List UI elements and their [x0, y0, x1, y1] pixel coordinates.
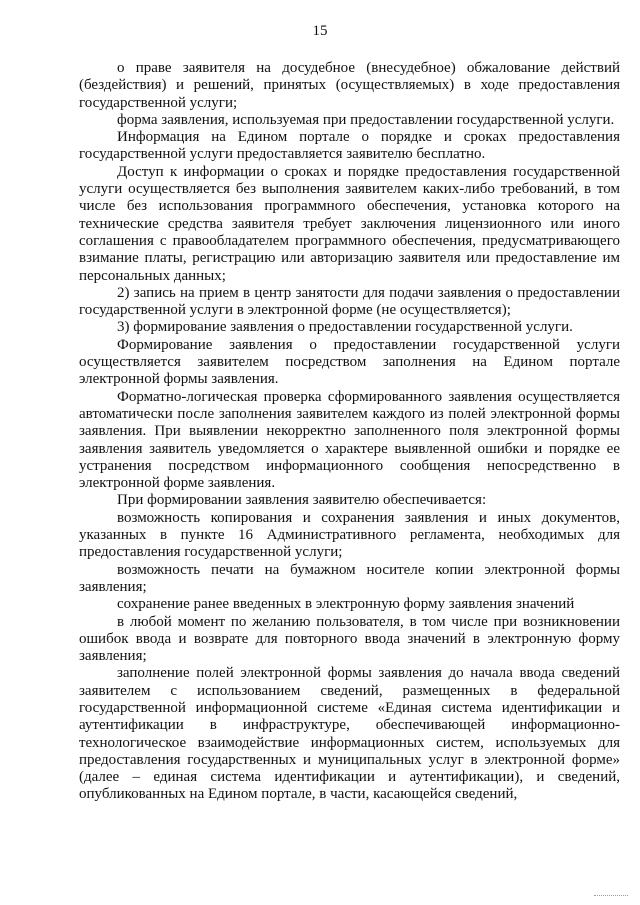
paragraph-access-conditions: Доступ к информации о сроках и порядке предоставления государственной услуги осуществляется без выполнения заявителем каких-либо требований, в том числе без использования программного обеспечения, установка которого на технические средства заявителя требует заключения лицензионного или иного соглашения с правообладателем программного обеспечения, предусматривающего взимание платы, регистрацию или авторизацию заявителя или предоставление им персональных данных; [79, 163, 620, 284]
scan-corner-mark [594, 895, 628, 899]
paragraph-appointment-booking: 2) запись на прием в центр занятости для подачи заявления о предоставлении государственной услуги в электронной форме (не осуществляется); [79, 284, 620, 319]
paragraph-form-creation: Формирование заявления о предоставлении государственной услуги осуществляется заявителем посредством заполнения на Едином портале электронной формы заявления. [79, 336, 620, 388]
paragraph-form-creation-heading: 3) формирование заявления о предоставлении государственной услуги. [117, 319, 573, 336]
paragraph-copy-save: возможность копирования и сохранения заявления и иных документов, указанных в пункте 16 Административного регламента, необходимых для предоставления государственной услуги; [79, 509, 620, 561]
paragraph-appeal-right: о праве заявителя на досудебное (внесудебное) обжалование действий (бездействия) и решений, принятых (осуществляемых) в ходе предоставления государственной услуги; [79, 60, 620, 111]
paragraph-print: возможность печати на бумажном носителе копии электронной формы заявления; [79, 561, 620, 595]
document-body [79, 60, 620, 804]
paragraph-application-form: форма заявления, используемая при предоставлении государственной услуги. [117, 111, 615, 128]
paragraph-format-check: Форматно-логическая проверка сформированного заявления осуществляется автоматически после заполнения заявителем каждого из полей электронной формы заявления. При выявлении некорректно заполненного поля электронной формы заявления заявитель уведомляется о характере выявленной ошибки и порядке ее устранения посредством информационного сообщения непосредственно в электронной форме заявления. [79, 388, 620, 492]
paragraph-any-time: в любой момент по желанию пользователя, в том числе при возникновении ошибок ввода и возврате для повторного ввода значений в электронную форму заявления; [79, 613, 620, 665]
paragraph-autofill: заполнение полей электронной формы заявления до начала ввода сведений заявителем с использованием сведений, размещенных в федеральной государственной информационной системе «Единая система идентификации и аутентификации в инфраструктуре, обеспечивающей информационно-технологическое взаимодействие информационных систем, используемых для предоставления государственных и муниципальных услуг в электронной форме» (далее – единая система идентификации и аутентификации), и сведений, опубликованных на Едином портале, в части, касающейся сведений, [79, 665, 620, 803]
paragraph-free-information: Информация на Едином портале о порядке и сроках предоставления государственной услуги предоставляется заявителю бесплатно. [79, 129, 620, 163]
paragraph-save-values: сохранение ранее введенных в электронную форму заявления значений [117, 596, 575, 613]
paragraph-provisions-intro: При формировании заявления заявителю обеспечивается: [117, 492, 487, 509]
page-number: 15 [312, 23, 328, 39]
